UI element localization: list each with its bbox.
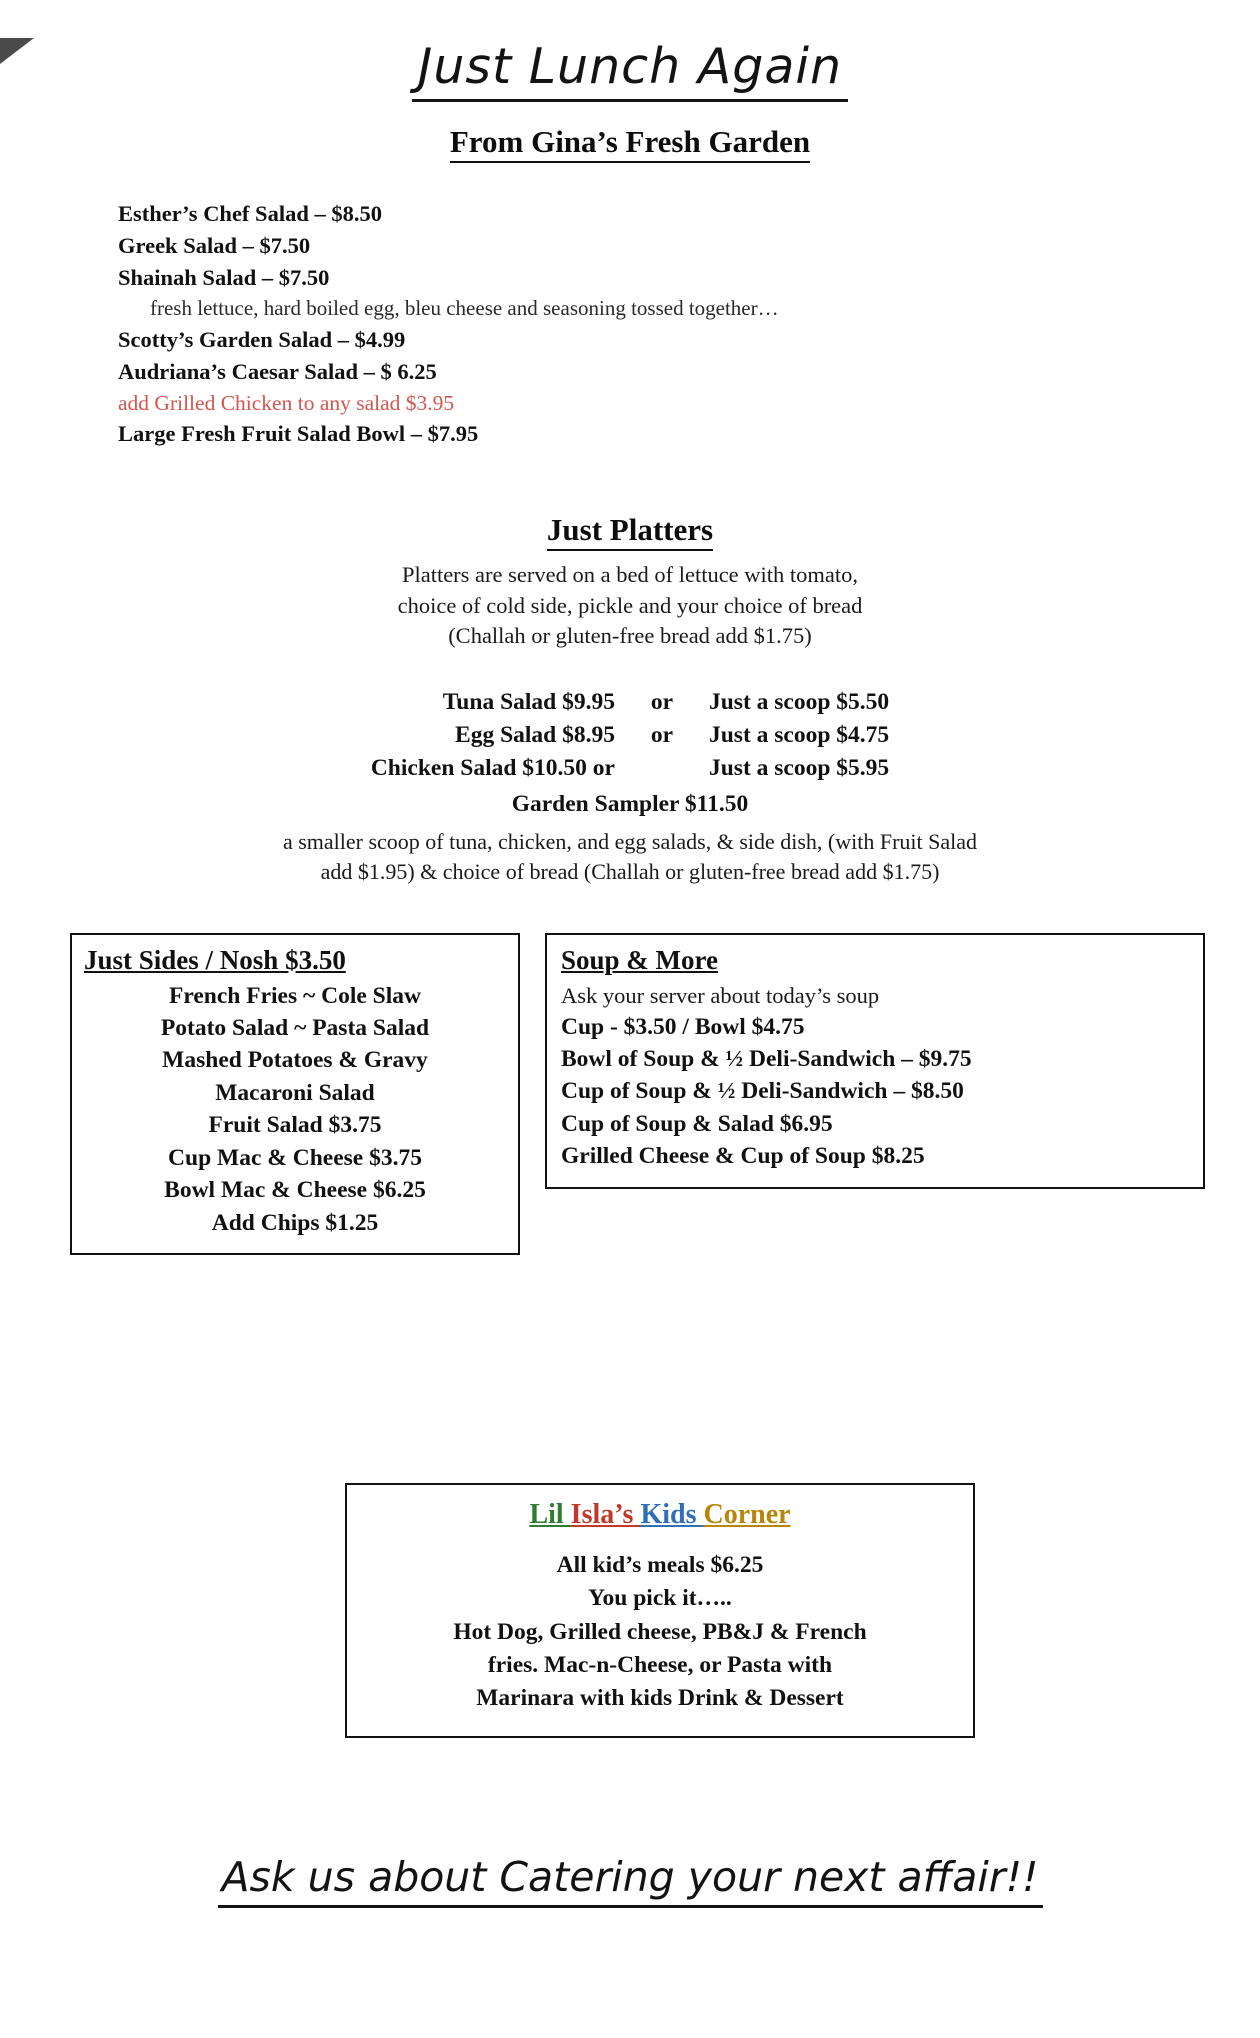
list-item: You pick it….. bbox=[588, 1585, 732, 1612]
just-sides-title: Just Sides / Nosh $3.50 bbox=[84, 944, 346, 975]
table-row bbox=[371, 752, 889, 785]
page-title-text: Just Lunch Again bbox=[412, 38, 848, 102]
catering-footer bbox=[0, 1853, 1260, 1908]
soup-items-list bbox=[561, 1011, 1189, 1173]
platter-item: Egg Salad $8.95 bbox=[455, 722, 615, 749]
list-item: French Fries ~ Cole Slaw bbox=[169, 982, 421, 1009]
kids-title-part-kids: Kids bbox=[640, 1499, 704, 1530]
garden-sampler-item: Garden Sampler $11.50 bbox=[511, 790, 749, 817]
list-item: Hot Dog, Grilled cheese, PB&J & French bbox=[453, 1618, 867, 1645]
list-item: Marinara with kids Drink & Dessert bbox=[476, 1685, 844, 1712]
kids-corner-title bbox=[363, 1499, 957, 1531]
kids-title-part-lil: Lil bbox=[529, 1499, 571, 1530]
list-item: Add Chips $1.25 bbox=[211, 1209, 379, 1236]
kids-title-part-isla: Isla’s bbox=[570, 1499, 641, 1530]
list-item: Bowl of Soup & ½ Deli-Sandwich – $9.75 bbox=[561, 1046, 972, 1073]
boxes-row bbox=[0, 933, 1260, 1293]
platters-intro-line: choice of cold side, pickle and your choice of bread bbox=[397, 592, 863, 618]
list-item: Potato Salad ~ Pasta Salad bbox=[160, 1014, 430, 1041]
sampler-desc-line: a smaller scoop of tuna, chicken, and egg salads, & side dish, (with Fruit Salad bbox=[282, 829, 978, 855]
list-item: Grilled Cheese & Cup of Soup $8.25 bbox=[561, 1143, 925, 1170]
platters-intro-line: Platters are served on a bed of lettuce with tomato, bbox=[401, 561, 859, 587]
kids-title-part-corner: Corner bbox=[703, 1499, 791, 1530]
list-item: Cup of Soup & Salad $6.95 bbox=[561, 1110, 833, 1137]
platters-section bbox=[0, 512, 1260, 887]
list-item: Macaroni Salad bbox=[215, 1079, 375, 1106]
platters-intro-line: (Challah or gluten-free bread add $1.75) bbox=[448, 623, 812, 649]
add-grilled-chicken-note: add Grilled Chicken to any salad $3.95 bbox=[118, 390, 455, 415]
table-row bbox=[371, 686, 889, 719]
platters-intro bbox=[0, 560, 1260, 652]
garden-sampler-description bbox=[0, 827, 1260, 886]
menu-item: Esther’s Chef Salad – $8.50 bbox=[118, 201, 382, 226]
table-row bbox=[371, 719, 889, 752]
soup-and-more-title: Soup & More bbox=[561, 944, 719, 975]
soup-server-note: Ask your server about today’s soup bbox=[561, 982, 880, 1008]
salad-list bbox=[118, 198, 1260, 450]
just-sides-box bbox=[70, 933, 520, 1255]
menu-item: Shainah Salad – $7.50 bbox=[118, 264, 330, 290]
platter-scoop: Just a scoop $5.50 bbox=[708, 688, 890, 715]
kids-corner-body bbox=[363, 1549, 957, 1716]
platters-heading-text: Just Platters bbox=[547, 512, 713, 551]
menu-item: Greek Salad – $7.50 bbox=[118, 232, 311, 258]
platter-item: Tuna Salad $9.95 bbox=[442, 688, 615, 715]
menu-page bbox=[0, 38, 1260, 2038]
list-item: fries. Mac-n-Cheese, or Pasta with bbox=[487, 1652, 833, 1679]
catering-footer-text: Ask us about Catering your next affair!! bbox=[218, 1853, 1043, 1908]
platter-price-table bbox=[0, 686, 1260, 821]
kids-corner-box bbox=[345, 1483, 975, 1738]
platter-item: Chicken Salad $10.50 or bbox=[370, 755, 615, 782]
list-item: Mashed Potatoes & Gravy bbox=[162, 1047, 428, 1074]
list-item: Cup Mac & Cheese $3.75 bbox=[168, 1144, 422, 1171]
salad-section-heading-text: From Gina’s Fresh Garden bbox=[450, 124, 810, 163]
platter-scoop: Just a scoop $5.95 bbox=[708, 755, 890, 782]
list-item: All kid’s meals $6.25 bbox=[556, 1552, 764, 1578]
soup-and-more-box bbox=[545, 933, 1205, 1189]
list-item: Cup of Soup & ½ Deli-Sandwich – $8.50 bbox=[561, 1078, 964, 1105]
salad-section-heading bbox=[0, 124, 1260, 160]
list-item: Fruit Salad $3.75 bbox=[208, 1112, 382, 1139]
menu-item: Large Fresh Fruit Salad Bowl – $7.95 bbox=[118, 421, 479, 447]
platter-conjunction bbox=[633, 752, 691, 785]
platter-scoop: Just a scoop $4.75 bbox=[708, 722, 890, 749]
menu-item: Scotty’s Garden Salad – $4.99 bbox=[118, 326, 406, 352]
list-item: Cup - $3.50 / Bowl $4.75 bbox=[561, 1013, 805, 1040]
just-sides-list bbox=[84, 980, 506, 1239]
menu-item: Audriana’s Caesar Salad – $ 6.25 bbox=[118, 358, 437, 384]
platter-conjunction: or bbox=[650, 722, 674, 749]
platters-heading bbox=[0, 512, 1260, 548]
platter-conjunction: or bbox=[650, 688, 674, 715]
menu-item-description: fresh lettuce, hard boiled egg, bleu cheese and seasoning tossed together… bbox=[150, 295, 779, 320]
list-item: Bowl Mac & Cheese $6.25 bbox=[164, 1177, 426, 1204]
sampler-desc-line: add $1.95) & choice of bread (Challah or gluten-free bread add $1.75) bbox=[320, 858, 940, 884]
page-title bbox=[0, 38, 1260, 102]
